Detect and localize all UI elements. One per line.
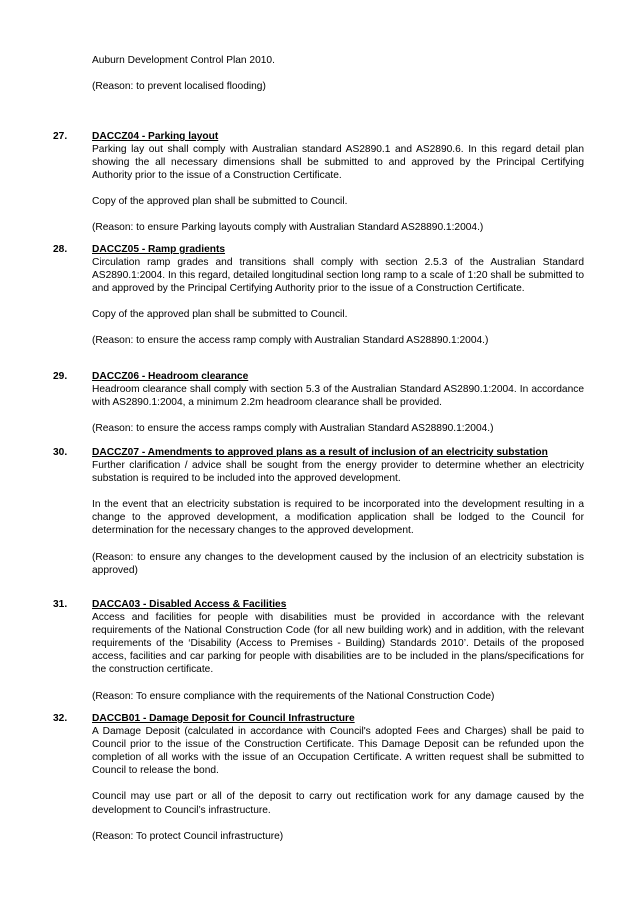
condition-reason: (Reason: to ensure the access ramps comply with Australian Standard AS28890.1:2004.): [92, 423, 494, 435]
condition-number: 27.: [53, 131, 68, 142]
condition-28: [92, 243, 584, 348]
condition-32: [92, 712, 584, 843]
condition-paragraph: Copy of the approved plan shall be submitted to Council.: [92, 309, 348, 321]
condition-reason: (Reason: To protect Council infrastructure): [92, 830, 284, 842]
condition-paragraph: A Damage Deposit (calculated in accordance with Council's adopted Fees and Charges) shall be paid to Council prior to the issue of the Construction Certificate. This Damage Deposit can be refunded upon the completion of all works with the issue of an Occupation Certificate. A written request shall be submitted to Council to release the bond.: [92, 726, 584, 777]
condition-paragraph: Headroom clearance shall comply with section 5.3 of the Australian Standard AS2890.1:2004. In accordance with AS2890.1:2004, a minimum 2.2m headroom clearance shall be provided.: [92, 384, 584, 409]
condition-reason: (Reason: to ensure any changes to the development caused by the inclusion of an electricity substation is approved): [92, 551, 584, 576]
condition-number: 31.: [53, 599, 68, 610]
condition-reason: (Reason: to ensure Parking layouts comply with Australian Standard AS28890.1:2004.): [92, 222, 484, 234]
condition-31: [92, 598, 584, 703]
condition-paragraph: Council may use part or all of the deposit to carry out rectification work for any damage caused by the development to Council’s infrastructure.: [92, 791, 584, 816]
condition-heading: DACCZ07 - Amendments to approved plans as a result of inclusion of an electricity substation: [92, 447, 548, 458]
condition-paragraph: Copy of the approved plan shall be submitted to Council.: [92, 196, 348, 208]
condition-30: [92, 446, 584, 577]
condition-reason: (Reason: to ensure the access ramp comply with Australian Standard AS28890.1:2004.): [92, 335, 489, 347]
condition-paragraph: Parking lay out shall comply with Australian standard AS2890.1 and AS2890.6. In this regard detail plan showing the all necessary dimensions shall be submitted to and approved by the Principal Certifying Authority prior to the issue of a Construction Certificate.: [92, 144, 584, 182]
condition-number: 28.: [53, 244, 68, 255]
condition-heading: DACCZ05 - Ramp gradients: [92, 244, 226, 255]
condition-paragraph: Circulation ramp grades and transitions shall comply with section 2.5.3 of the Australian Standard AS2890.1:2004. In this regard, detailed longitudinal section long ramp to a scale of 1:20 shall be submitted to and approved by the Principal Certifying Authority prior to the issue of a Construction Certificate.: [92, 257, 584, 295]
condition-heading: DACCZ06 - Headroom clearance: [92, 371, 249, 382]
condition-number: 30.: [53, 447, 68, 458]
intro-section: [92, 54, 584, 93]
condition-number: 29.: [53, 371, 68, 382]
intro-line: Auburn Development Control Plan 2010.: [92, 55, 275, 66]
condition-heading: DACCA03 - Disabled Access & Facilities: [92, 599, 287, 610]
condition-heading: DACCB01 - Damage Deposit for Council Infrastructure: [92, 713, 355, 724]
intro-reason: (Reason: to prevent localised flooding): [92, 81, 266, 93]
condition-27: [92, 130, 584, 235]
condition-paragraph: Further clarification / advice shall be sought from the energy provider to determine whether an electricity substation is required to be included into the approved development.: [92, 460, 584, 485]
condition-29: [92, 370, 584, 435]
condition-number: 32.: [53, 713, 68, 724]
condition-paragraph: In the event that an electricity substation is required to be incorporated into the development resulting in a change to the approved development, a modification application shall be lodged to the Council for determination for the necessary changes to the approved development.: [92, 499, 584, 537]
condition-paragraph: Access and facilities for people with disabilities must be provided in accordance with the relevant requirements of the National Construction Code (for all new building work) and in addition, with the relevant requirements of the ‘Disability (Access to Premises - Building) Standards 2010’. Details of the proposed access, facilities and car parking for people with disabilities are to be included in the plans/specifications for the construction certificate.: [92, 612, 584, 676]
condition-reason: (Reason: To ensure compliance with the requirements of the National Construction Code): [92, 690, 495, 702]
condition-heading: DACCZ04 - Parking layout: [92, 131, 219, 142]
